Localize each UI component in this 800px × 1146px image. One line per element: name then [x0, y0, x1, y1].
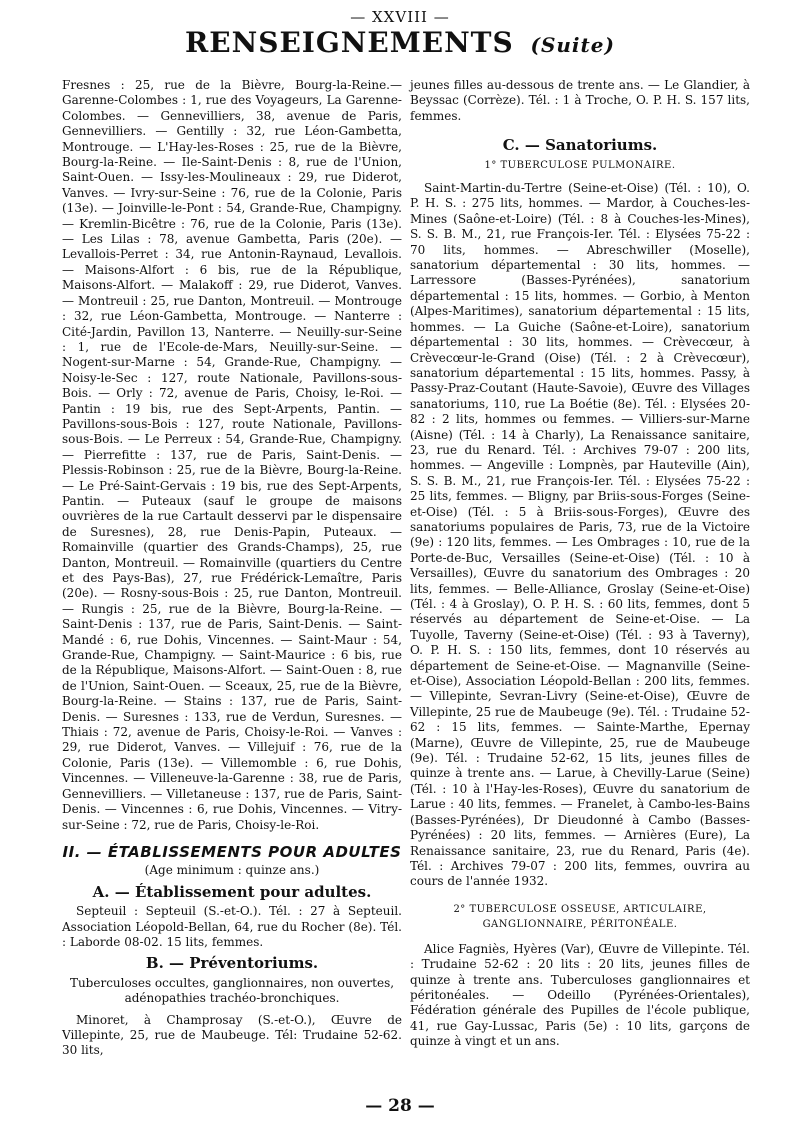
page-title	[0, 26, 800, 59]
heading-c1-pulmonary: 1° TUBERCULOSE PULMONAIRE.	[484, 159, 676, 171]
dispensary-list: Fresnes : 25, rue de la Bièvre, Bourg-la-Reine.— Garenne-Colombes : 1, rue des Voyageurs, La Garenne-Colombes. — Gennevilliers, 38, avenue de Paris, Gennevilliers. — Gentilly : 32, rue Léon-Gambetta, Montrouge. — L'Hay-les-Roses : 25, rue de la Bièvre, Bourg-la-Reine. — Ile-Saint-Denis : 8, rue de l'Union, Saint-Ouen. — Issy-les-Moulineaux : 29, rue Diderot, Vanves. — Ivry-sur-Seine : 76, rue de la Colonie, Paris (13e). — Joinville-le-Pont : 54, Grande-Rue, Champigny. — Kremlin-Bicêtre : 76, rue de la Colonie, Paris (13e). — Les Lilas : 78, avenue Gambetta, Paris (20e). — Levallois-Perret : 34, rue Antonin-Raynaud, Levallois. — Maisons-Alfort : 6 bis, rue de la République, Maisons-Alfort. — Malakoff : 29, rue Diderot, Vanves. — Montreuil : 25, rue Danton, Montreuil. — Montrouge : 32, rue Léon-Gambetta, Montrouge. — Nanterre : Cité-Jardin, Pavillon 13, Nanterre. — Neuilly-sur-Seine : 1, rue de l'Ecole-de-Mars, Neuilly-sur-Seine. — Nogent-sur-Marne : 54, Grande-Rue, Champigny. — Noisy-le-Sec : 127, route Nationale, Pavillons-sous-Bois. — Orly : 72, avenue de Paris, Choisy, le-Roi. — Pantin : 19 bis, rue des Sept-Arpents, Pantin. — Pavillons-sous-Bois : 127, route Nationale, Pavillons-sous-Bois. — Le Perreux : 54, Grande-Rue, Champigny. — Pierrefitte : 137, rue de Paris, Saint-Denis. — Plessis-Robinson : 25, rue de la Bièvre, Bourg-la-Reine. — Le Pré-Saint-Gervais : 19 bis, rue des Sept-Arpents, Pantin. — Puteaux (sauf le groupe de maisons ouvrières de la rue Cartault desservi par le dispensaire de Suresnes), 28, rue Denis-Papin, Puteaux. — Romainville (quartier des Grands-Champs), 25, rue Danton, Montreuil. — Romainville (quartiers du Centre et des Pays-Bas), 27, rue Frédérick-Lemaître, Paris (20e). — Rosny-sous-Bois : 25, rue Danton, Montreuil. — Rungis : 25, rue de la Bièvre, Bourg-la-Reine. — Saint-Denis : 137, rue de Paris, Saint-Denis. — Saint-Mandé : 6, rue Dohis, Vincennes. — Saint-Maur : 54, Grande-Rue, Champigny. — Saint-Maurice : 6 bis, rue de la République, Maisons-Alfort. — Saint-Ouen : 8, rue de l'Union, Saint-Ouen. — Sceaux, 25, rue de la Bièvre, Bourg-la-Reine. — Stains : 137, rue de Paris, Saint-Denis. — Suresnes : 133, rue de Verdun, Suresnes. — Thiais : 72, avenue de Paris, Choisy-le-Roi. — Vanves : 29, rue Diderot, Vanves. — Villejuif : 76, rue de la Colonie, Paris (13e). — Villemomble : 6, rue Dohis, Vincennes. — Villeneuve-la-Garenne : 38, rue de Paris, Gennevilliers. — Villetaneuse : 137, rue de Paris, Saint-Denis. — Vincennes : 6, rue Dohis, Vincennes. — Vitry-sur-Seine : 72, rue de Paris, Choisy-le-Roi.	[62, 78, 402, 832]
page-roman-number: — XXVIII —	[350, 8, 450, 26]
right-column	[410, 78, 750, 1050]
paragraph-c2: Alice Fagniès, Hyères (Var), Œuvre de Villepinte. Tél. : Trudaine 52-62 : 20 lits : 20 lits, jeunes filles de quinze à trente ans. Tuberculoses ganglionnaires et péritonéales. — Odeillo (Pyrénées-Orientales), Fédération générale des Pupilles de l'école publique, 41, rue Gay-Lussac, Paris (5e) : 10 lits, garçons de quinze à vingt et un ans.	[410, 941, 750, 1049]
page-number: — 28 —	[365, 1096, 435, 1116]
section-subtitle-age: (Age minimum : quinze ans.)	[144, 863, 320, 878]
heading-a-adults: A. — Établissement pour adultes.	[92, 882, 372, 901]
page-title-suite: (Suite)	[530, 33, 615, 57]
page-title-text: RENSEIGNEMENTS	[185, 26, 514, 59]
paragraph-b-intro: Tuberculoses occultes, ganglionnaires, non ouvertes, adénopathies trachéo-bronchiques.	[69, 975, 395, 1006]
paragraph-b: Minoret, à Champrosay (S.-et-O.), Œuvre de Villepinte, 25, rue de Maubeuge. Tél: Trudaine 52-62. 30 lits,	[62, 1012, 402, 1058]
heading-c-sanatoriums: C. — Sanatoriums.	[502, 136, 658, 155]
heading-c2-osseous: 2° TUBERCULOSE OSSEUSE, ARTICULAIRE, GANGLIONNAIRE, PÉRITONÉALE.	[453, 903, 707, 930]
paragraph-continuation: jeunes filles au-dessous de trente ans. — Le Glandier, à Beyssac (Corrèze). Tél. : 1 à Troche, O. P. H. S. 157 lits, femmes.	[410, 78, 750, 123]
left-column	[62, 78, 402, 1059]
heading-b-preventoriums: B. — Préventoriums.	[145, 954, 319, 973]
section-title-adults: II. — ÉTABLISSEMENTS POUR ADULTES	[62, 842, 402, 861]
paragraph-a: Septeuil : Septeuil (S.-et-O.). Tél. : 27 à Septeuil. Association Léopold-Bellan, 64, rue du Rocher (8e). Tél. : Laborde 08-02. 15 lits, femmes.	[62, 904, 402, 949]
paragraph-c1: Saint-Martin-du-Tertre (Seine-et-Oise) (Tél. : 10), O. P. H. S. : 275 lits, hommes. — Mardor, à Couches-les-Mines (Saône-et-Loire) (Tél. : 8 à Couches-les-Mines), S. S. B. M., 21, rue François-Ier. Tél. : Elysées 75-22 : 70 lits, hommes. — Abreschwiller (Moselle), sanatorium départemental : 30 lits, hommes. — Larressore (Basses-Pyrénées), sanatorium départemental : 15 lits, hommes. — Gorbio, à Menton (Alpes-Maritimes), sanatorium départemental : 15 lits, hommes. — La Guiche (Saône-et-Loire), sanatorium départemental : 30 lits, hommes. — Crèvecœur, à Crèvecœur-le-Grand (Oise) (Tél. : 2 à Crèvecœur), sanatorium départemental : 15 lits, hommes. Passy, à Passy-Praz-Coutant (Haute-Savoie), Œuvre des Villages sanatoriums, 110, rue La Boétie (8e). Tél. : Elysées 20-82 : 2 lits, hommes ou femmes. — Villiers-sur-Marne (Aisne) (Tél. : 14 à Charly), La Renaissance sanitaire, 23, rue du Renard. Tél. : Archives 79-07 : 200 lits, hommes. — Angeville : Lompnès, par Hauteville (Ain), S. S. B. M., 21, rue François-Ier. Tél. : Elysées 75-22 : 25 lits, femmes. — Bligny, par Briis-sous-Forges (Seine-et-Oise) (Tél. : 5 à Briis-sous-Forges), Œuvre des sanatoriums populaires de Paris, 73, rue de la Victoire (9e) : 120 lits, femmes. — Les Ombrages : 10, rue de la Porte-de-Buc, Versailles (Seine-et-Oise) (Tél. : 10 à Versailles), Œuvre du sanatorium des Ombrages : 20 lits, femmes. — Belle-Alliance, Groslay (Seine-et-Oise) (Tél. : 4 à Groslay), O. P. H. S. : 60 lits, femmes, dont 5 réservés au département de Seine-et-Oise. — La Tuyolle, Taverny (Seine-et-Oise) (Tél. : 93 à Taverny), O. P. H. S. : 150 lits, femmes, dont 10 réservés au département de Seine-et-Oise. — Magnanville (Seine-et-Oise), Association Léopold-Bellan : 200 lits, femmes. — Villepinte, Sevran-Livry (Seine-et-Oise), Œuvre de Villepinte, 25 rue de Maubeuge (9e). Tél. : Trudaine 52-62 : 15 lits, femmes. — Sainte-Marthe, Epernay (Marne), Œuvre de Villepinte, 25, rue de Maubeuge (9e). Tél. : Trudaine 52-62, 15 lits, jeunes filles de quinze à trente ans. — Larue, à Chevilly-Larue (Seine) (Tél. : 10 à l'Hay-les-Roses), Œuvre du sanatorium de Larue : 40 lits, femmes. — Franelet, à Cambo-les-Bains (Basses-Pyrénées), Dr Dieudonné à Cambo (Basses-Pyrénées) : 20 lits, femmes. — Arnières (Eure), La Renaissance sanitaire, 23, rue du Renard, Paris (4e). Tél. : Archives 79-07 : 200 lits, femmes, ouvrira au cours de l'année 1932.	[410, 181, 750, 889]
